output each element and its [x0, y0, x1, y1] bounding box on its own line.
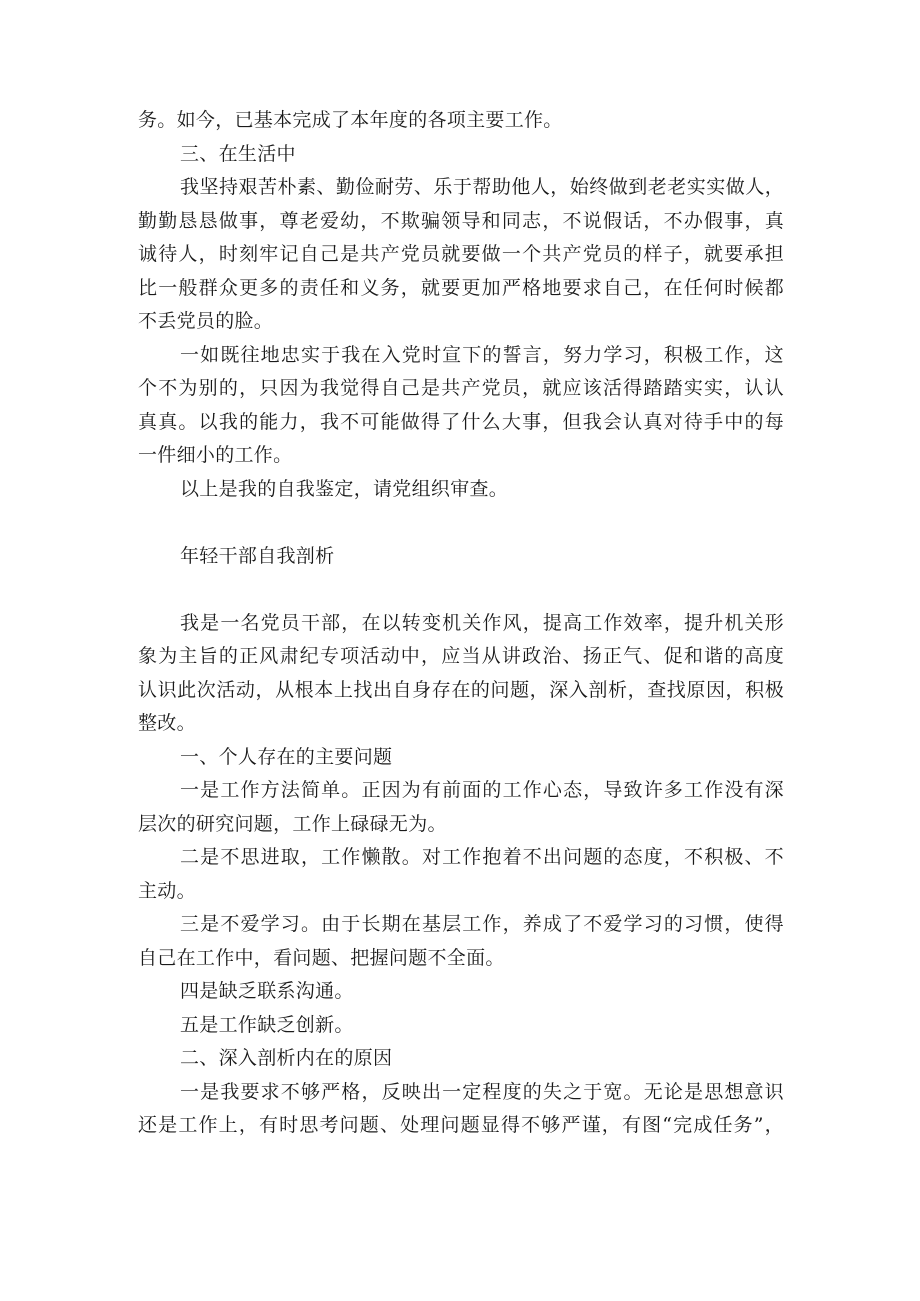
- text-line: 主动。: [138, 879, 196, 902]
- blank-line: [138, 573, 784, 607]
- text-line: 层次的研究问题，工作上碌碌无为。: [138, 812, 447, 835]
- section-heading: 三、在生活中: [180, 142, 296, 165]
- text-line: 务。如今，已基本完成了本年度的各项主要工作。: [138, 109, 563, 131]
- section-heading: 二、深入剖析内在的原因: [180, 1047, 393, 1069]
- text-line: 诚待人，时刻牢记自己是共产党员就要做一个共产党员的样子，就要承担: [138, 243, 784, 265]
- text-line: 二是不思进取，工作懒散。对工作抱着不出问题的态度，不积极、不: [180, 846, 784, 868]
- text-line: 以上是我的自我鉴定，请党组织审查。: [180, 477, 509, 500]
- text-line: 三是不爱学习。由于长期在基层工作，养成了不爱学习的习惯，使得: [180, 913, 784, 935]
- document-title: 年轻干部自我剖析: [180, 544, 335, 567]
- text-line: 真真。以我的能力，我不可能做得了什么大事，但我会认真对待手中的每: [138, 410, 784, 433]
- text-line: 四是缺乏联系沟通。: [180, 980, 354, 1002]
- document-page: [138, 104, 784, 1143]
- text-line: 象为主旨的正风肃纪专项活动中，应当从讲政治、扬正气、促和谐的高度: [138, 645, 784, 667]
- text-line: 五是工作缺乏创新。: [180, 1013, 354, 1036]
- text-line: 我是一名党员干部，在以转变机关作风，提高工作效率，提升机关形: [180, 611, 784, 634]
- text-line: 勤勤恳恳做事，尊老爱幼，不欺骗领导和同志，不说假话，不办假事，真: [138, 209, 784, 232]
- text-line: 不丢党员的脸。: [138, 310, 274, 332]
- blank-line: [138, 506, 784, 540]
- text-line: 认识此次活动，从根本上找出自身存在的问题，深入剖析，查找原因，积极: [138, 678, 784, 701]
- text-line: 一是工作方法简单。正因为有前面的工作心态，导致许多工作没有深: [180, 779, 784, 801]
- text-line: 个不为别的，只因为我觉得自己是共产党员，就应该活得踏踏实实，认认: [138, 377, 784, 399]
- text-line: 一是我要求不够严格，反映出一定程度的失之于宽。无论是思想意识: [180, 1080, 784, 1103]
- text-line: 一件细小的工作。: [138, 444, 293, 466]
- text-line: 一如既往地忠实于我在入党时宣下的誓言，努力学习，积极工作，这: [180, 343, 784, 366]
- text-line: 整改。: [138, 712, 196, 734]
- text-line: 比一般群众更多的责任和义务，就要更加严格地要求自己，在任何时候都: [138, 276, 784, 299]
- section-heading: 一、个人存在的主要问题: [180, 745, 393, 768]
- text-line: 还是工作上，有时思考问题、处理问题显得不够严谨，有图“完成任务”，: [138, 1114, 784, 1136]
- text-line: 我坚持艰苦朴素、勤俭耐劳、乐于帮助他人，始终做到老老实实做人，: [180, 176, 784, 198]
- text-line: 自己在工作中，看问题、把握问题不全面。: [138, 946, 505, 969]
